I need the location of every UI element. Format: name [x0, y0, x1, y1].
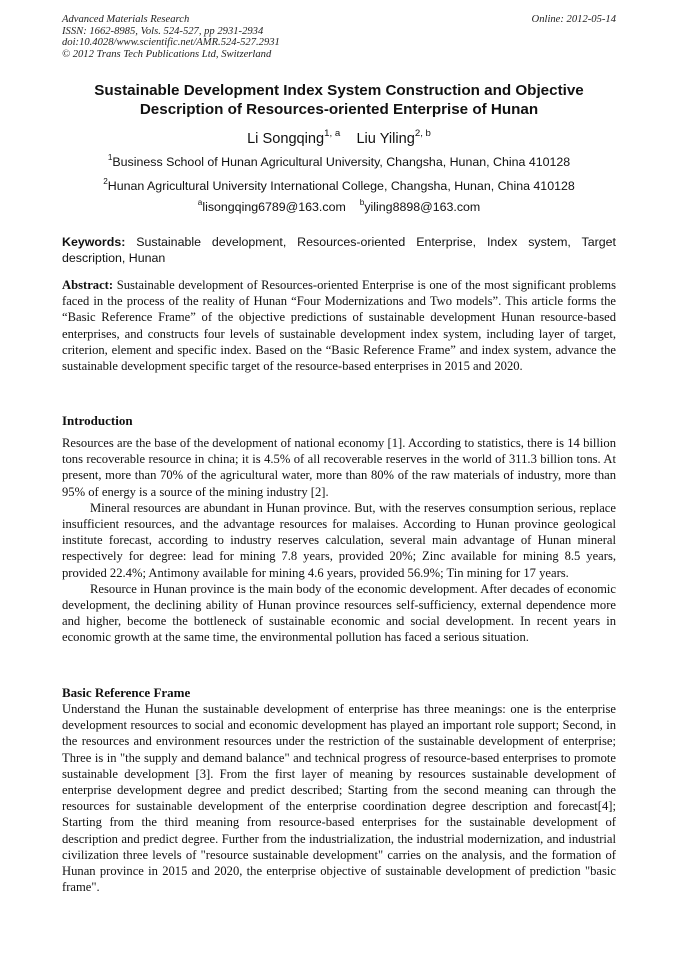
keywords-label: Keywords:: [62, 235, 126, 249]
affiliation-1-text: Business School of Hunan Agricultural University, Changsha, Hunan, China 410128: [112, 155, 571, 169]
affiliation-2-text: Hunan Agricultural University International College, Changsha, Hunan, China 410128: [107, 179, 575, 193]
basic-reference-frame-paragraph-1: Understand the Hunan the sustainable development of enterprise has three meanings: one is the enterprise development resources to social and economic development has played an important role support; Second, in the resources and environment resources under the restriction of the sustainable development of enterprise; Three is in "the supply and demand balance" and technical progress of resource-based enterprises to promote sustainable development [3]. From the first layer of meaning by resources sustainable development of enterprise development degree and predict described; Starting from the second meaning can through the resources for sustainable development of the enterprise coordination degree description and forecast[4]; Starting from the third meaning from resource-based enterprises for the sustainable development of description and predict degree. Further from the industrialization, the industrial modernization, and industrial civilization three levels of "resource sustainable development" carries on the analysis, and the formation of Hunan province in 2015 and 2020, the enterprise objective of sustainable development of prediction "basic frame".: [62, 702, 616, 895]
email-b: [359, 197, 481, 214]
introduction-heading: Introduction: [62, 413, 133, 428]
copyright-line: © 2012 Trans Tech Publications Ltd, Switzerland: [62, 48, 272, 60]
introduction-paragraph-2: Mineral resources are abundant in Hunan province. But, with the reserves consumption serious, replace insufficient resources, and the advantage resources for malaises. According to Hunan province geological institute forecast, according to industry reserves calculation, several main advantage of Hunan mineral respectively for degree: lead for mining 7.8 years, provided 20%; Zinc available for mining 8.5 years, provided 22.4%; Antimony available for mining 4.6 years, provided 56.9%; Tin mining for 17 years.: [62, 500, 616, 580]
doi-line: doi:10.4028/www.scientific.net/AMR.524-527.2931: [62, 37, 280, 49]
paper-title: [62, 81, 616, 119]
basic-reference-frame-heading: Basic Reference Frame: [62, 685, 191, 700]
affiliation-2-marker: 2: [103, 176, 108, 186]
online-date: Online: 2012-05-14: [531, 14, 616, 25]
journal-header: [62, 14, 616, 60]
journal-name: Advanced Materials Research: [62, 14, 190, 25]
basic-reference-frame-section: [62, 701, 616, 895]
affiliation-1: [62, 154, 616, 170]
author-list: [62, 129, 616, 149]
email-a-address: lisongqing6789@163.com: [202, 200, 346, 214]
abstract-text: Sustainable development of Resources-oriented Enterprise is one of the most significant problems faced in the process of the reality of Hunan “Four Modernizations and Two models”. This article forms the “Basic Reference Frame” of the objective predictions of sustainable development Hunan resource-based enterprises, and constructs four levels of sustainable development index system, including layer of target, criterion, element and specific index. Based on the “Basic Reference Frame” and index system, advance the sustainable development specific target of the resource-based enterprises in 2015 and 2020.: [62, 278, 616, 374]
affiliation-1-marker: 1: [107, 152, 113, 162]
author-2-name: Liu Yiling: [356, 131, 415, 147]
introduction-section: [62, 435, 616, 646]
keywords-block: [62, 234, 616, 266]
author-1-name: Li Songqing: [247, 131, 325, 147]
author-1-marker: 1, a: [324, 127, 341, 139]
email-a-marker: a: [197, 197, 203, 207]
email-b-marker: b: [359, 197, 365, 207]
keywords-text: Sustainable development, Resources-oriented Enterprise, Index system, Target description, Hunan: [62, 235, 616, 265]
title-line-2: Description of Resources-oriented Enterprise of Hunan: [139, 101, 539, 118]
affiliation-2: [62, 178, 616, 194]
introduction-paragraph-3: Resource in Hunan province is the main body of the economic development. After decades of economic development, the declining ability of Hunan province resources self-sufficiency, external dependence more and higher, become the bottleneck of sustainable economic and social development. In recent years in economic growth at the same time, the environmental pollution has faced a serious situation.: [62, 581, 616, 645]
abstract-block: [62, 277, 616, 374]
abstract-label: Abstract:: [62, 278, 114, 292]
email-a: [197, 197, 346, 214]
issn-line: ISSN: 1662-8985, Vols. 524-527, pp 2931-2934: [62, 25, 264, 37]
author-emails: [62, 199, 616, 215]
introduction-paragraph-1: Resources are the base of the development of national economy [1]. According to statistics, there is 14 billion tons recoverable resource in china; it is 4.5% of all recoverable reserves in the world of 311.3 billion tons. At present, more than 70% of the agricultural water, more than 80% of the raw materials of industry, more than 95% of energy is a source of the mining industry [2].: [62, 436, 616, 499]
author-2-marker: 2, b: [414, 127, 431, 139]
email-b-address: yiling8898@163.com: [364, 200, 481, 214]
title-line-1: Sustainable Development Index System Construction and Objective: [94, 82, 584, 99]
